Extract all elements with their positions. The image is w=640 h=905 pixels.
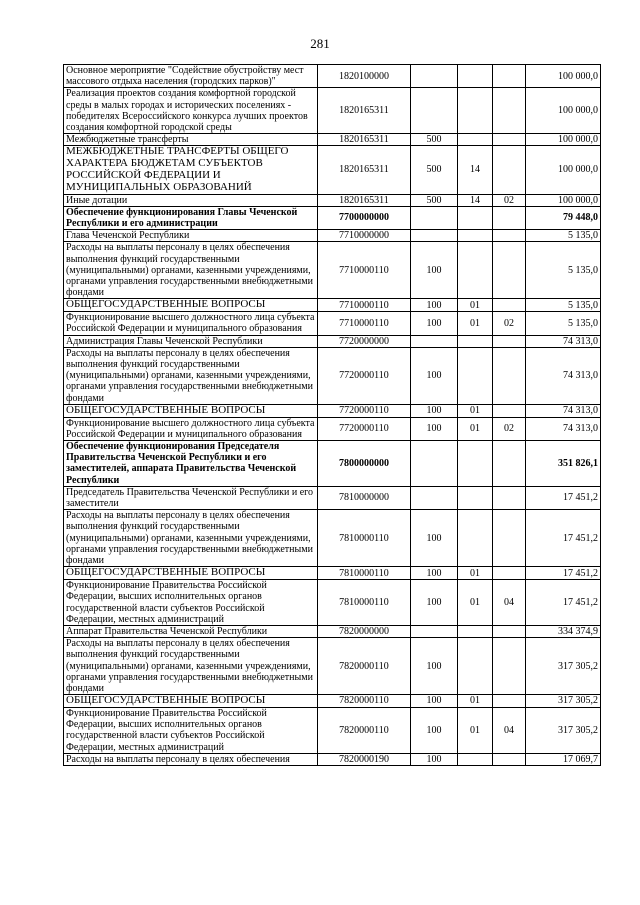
section-cell [458, 335, 493, 347]
amount-cell: 334 374,9 [526, 625, 601, 637]
amount-cell: 17 451,2 [526, 486, 601, 509]
row-name-cell: Функционирование Правительства Российской Федерации, высших исполнительных органов государственной власти субъектов Российской Федерации, местных администраций [64, 707, 318, 753]
amount-cell: 317 305,2 [526, 707, 601, 753]
section-cell [458, 486, 493, 509]
section-cell: 01 [458, 404, 493, 417]
target-article-code-cell: 7710000110 [318, 312, 411, 335]
target-article-code-cell: 7820000110 [318, 638, 411, 695]
row-name-cell: Председатель Правительства Чеченской Республики и его заместители [64, 486, 318, 509]
subsection-cell [493, 753, 526, 765]
row-name-cell: МЕЖБЮДЖЕТНЫЕ ТРАНСФЕРТЫ ОБЩЕГО ХАРАКТЕРА БЮДЖЕТАМ СУБЪЕКТОВ РОССИЙСКОЙ ФЕДЕРАЦИИ И МУНИЦИПАЛЬНЫХ ОБРАЗОВАНИЙ [64, 146, 318, 194]
target-article-code-cell: 7810000110 [318, 580, 411, 626]
amount-cell: 351 826,1 [526, 441, 601, 487]
subsection-cell [493, 230, 526, 242]
subsection-cell [493, 625, 526, 637]
expense-type-cell: 100 [411, 312, 458, 335]
table-row [64, 299, 601, 312]
row-name-cell: ОБЩЕГОСУДАРСТВЕННЫЕ ВОПРОСЫ [64, 695, 318, 708]
amount-cell: 100 000,0 [526, 194, 601, 206]
amount-cell: 17 451,2 [526, 580, 601, 626]
target-article-code-cell: 7820000190 [318, 753, 411, 765]
expense-type-cell [411, 486, 458, 509]
subsection-cell: 04 [493, 580, 526, 626]
table-row [64, 88, 601, 134]
target-article-code-cell: 7810000000 [318, 486, 411, 509]
section-cell [458, 65, 493, 88]
section-cell: 14 [458, 146, 493, 194]
amount-cell: 5 135,0 [526, 242, 601, 299]
section-cell [458, 88, 493, 134]
expense-type-cell: 500 [411, 146, 458, 194]
row-name-cell: Администрация Главы Чеченской Республики [64, 335, 318, 347]
section-cell: 01 [458, 417, 493, 440]
target-article-code-cell: 7710000000 [318, 230, 411, 242]
section-cell: 01 [458, 312, 493, 335]
section-cell [458, 753, 493, 765]
subsection-cell [493, 146, 526, 194]
row-name-cell: Функционирование высшего должностного лица субъекта Российской Федерации и муниципального образования [64, 417, 318, 440]
target-article-code-cell: 7820000110 [318, 707, 411, 753]
target-article-code-cell: 7810000110 [318, 510, 411, 567]
amount-cell: 17 451,2 [526, 567, 601, 580]
subsection-cell [493, 65, 526, 88]
subsection-cell: 02 [493, 417, 526, 440]
section-cell: 01 [458, 695, 493, 708]
section-cell [458, 625, 493, 637]
expense-type-cell [411, 625, 458, 637]
subsection-cell [493, 695, 526, 708]
expense-type-cell: 100 [411, 695, 458, 708]
expense-type-cell: 100 [411, 707, 458, 753]
target-article-code-cell: 1820165311 [318, 88, 411, 134]
table-row [64, 146, 601, 194]
target-article-code-cell: 1820100000 [318, 65, 411, 88]
expense-type-cell: 100 [411, 580, 458, 626]
expense-type-cell: 100 [411, 567, 458, 580]
subsection-cell [493, 88, 526, 134]
table-row [64, 206, 601, 229]
subsection-cell [493, 486, 526, 509]
row-name-cell: Обеспечение функционирования Председателя Правительства Чеченской Республики и его заместителей, аппарата Правительства Чеченской Республики [64, 441, 318, 487]
amount-cell: 100 000,0 [526, 65, 601, 88]
expense-type-cell [411, 335, 458, 347]
expense-type-cell: 100 [411, 404, 458, 417]
section-cell: 01 [458, 580, 493, 626]
row-name-cell: Основное мероприятие "Содействие обустройству мест массового отдыха населения (городских парков)" [64, 65, 318, 88]
expense-type-cell [411, 230, 458, 242]
target-article-code-cell: 7710000110 [318, 299, 411, 312]
table-row [64, 486, 601, 509]
expense-type-cell: 100 [411, 242, 458, 299]
amount-cell: 17 451,2 [526, 510, 601, 567]
table-row [64, 194, 601, 206]
amount-cell: 317 305,2 [526, 695, 601, 708]
expense-type-cell [411, 65, 458, 88]
table-row [64, 417, 601, 440]
section-cell: 01 [458, 567, 493, 580]
subsection-cell: 02 [493, 312, 526, 335]
row-name-cell: Функционирование высшего должностного лица субъекта Российской Федерации и муниципального образования [64, 312, 318, 335]
expense-type-cell: 500 [411, 194, 458, 206]
table-row [64, 242, 601, 299]
table-row [64, 230, 601, 242]
subsection-cell [493, 638, 526, 695]
section-cell [458, 510, 493, 567]
table-row [64, 65, 601, 88]
expense-type-cell: 100 [411, 510, 458, 567]
expense-type-cell: 100 [411, 347, 458, 404]
amount-cell: 74 313,0 [526, 347, 601, 404]
target-article-code-cell: 1820165311 [318, 146, 411, 194]
table-row [64, 441, 601, 487]
budget-table-body [64, 65, 601, 766]
subsection-cell [493, 510, 526, 567]
section-cell: 01 [458, 707, 493, 753]
expense-type-cell [411, 206, 458, 229]
table-row [64, 567, 601, 580]
table-row [64, 510, 601, 567]
expense-type-cell [411, 441, 458, 487]
expense-type-cell: 100 [411, 417, 458, 440]
subsection-cell [493, 242, 526, 299]
expense-type-cell: 100 [411, 299, 458, 312]
table-row [64, 625, 601, 637]
amount-cell: 100 000,0 [526, 88, 601, 134]
row-name-cell: Расходы на выплаты персоналу в целях обеспечения [64, 753, 318, 765]
subsection-cell [493, 347, 526, 404]
table-row [64, 347, 601, 404]
expense-type-cell: 100 [411, 753, 458, 765]
section-cell [458, 347, 493, 404]
section-cell [458, 230, 493, 242]
subsection-cell [493, 335, 526, 347]
amount-cell: 74 313,0 [526, 417, 601, 440]
row-name-cell: Иные дотации [64, 194, 318, 206]
table-row [64, 695, 601, 708]
target-article-code-cell: 7700000000 [318, 206, 411, 229]
row-name-cell: Расходы на выплаты персоналу в целях обеспечения выполнения функций государственными (муниципальными) органами, казенными учреждениями, органами управления государственными внебюджетными фондами [64, 510, 318, 567]
expense-type-cell [411, 88, 458, 134]
row-name-cell: Расходы на выплаты персоналу в целях обеспечения выполнения функций государственными (муниципальными) органами, казенными учреждениями, органами управления государственными внебюджетными фондами [64, 347, 318, 404]
amount-cell: 100 000,0 [526, 134, 601, 146]
target-article-code-cell: 7720000000 [318, 335, 411, 347]
section-cell [458, 206, 493, 229]
amount-cell: 5 135,0 [526, 230, 601, 242]
row-name-cell: ОБЩЕГОСУДАРСТВЕННЫЕ ВОПРОСЫ [64, 567, 318, 580]
expense-type-cell: 500 [411, 134, 458, 146]
section-cell [458, 441, 493, 487]
row-name-cell: Обеспечение функционирования Главы Чеченской Республики и его администрации [64, 206, 318, 229]
row-name-cell: Аппарат Правительства Чеченской Республики [64, 625, 318, 637]
amount-cell: 5 135,0 [526, 299, 601, 312]
section-cell: 01 [458, 299, 493, 312]
amount-cell: 17 069,7 [526, 753, 601, 765]
row-name-cell: ОБЩЕГОСУДАРСТВЕННЫЕ ВОПРОСЫ [64, 299, 318, 312]
section-cell [458, 134, 493, 146]
row-name-cell: Расходы на выплаты персоналу в целях обеспечения выполнения функций государственными (муниципальными) органами, казенными учреждениями, органами управления государственными внебюджетными фондами [64, 242, 318, 299]
row-name-cell: Расходы на выплаты персоналу в целях обеспечения выполнения функций государственными (муниципальными) органами, казенными учреждениями, органами управления государственными внебюджетными фондами [64, 638, 318, 695]
amount-cell: 100 000,0 [526, 146, 601, 194]
subsection-cell: 02 [493, 194, 526, 206]
amount-cell: 74 313,0 [526, 404, 601, 417]
row-name-cell: Межбюджетные трансферты [64, 134, 318, 146]
target-article-code-cell: 7820000000 [318, 625, 411, 637]
section-cell: 14 [458, 194, 493, 206]
subsection-cell [493, 299, 526, 312]
table-row [64, 638, 601, 695]
table-row [64, 134, 601, 146]
row-name-cell: ОБЩЕГОСУДАРСТВЕННЫЕ ВОПРОСЫ [64, 404, 318, 417]
target-article-code-cell: 1820165311 [318, 194, 411, 206]
target-article-code-cell: 1820165311 [318, 134, 411, 146]
table-row [64, 580, 601, 626]
row-name-cell: Реализация проектов создания комфортной городской среды в малых городах и исторических поселениях - победителях Всероссийского конкурса лучших проектов создания комфортной городской среды [64, 88, 318, 134]
budget-table [63, 64, 601, 766]
row-name-cell: Глава Чеченской Республики [64, 230, 318, 242]
target-article-code-cell: 7720000110 [318, 347, 411, 404]
table-row [64, 404, 601, 417]
target-article-code-cell: 7810000110 [318, 567, 411, 580]
target-article-code-cell: 7710000110 [318, 242, 411, 299]
target-article-code-cell: 7820000110 [318, 695, 411, 708]
subsection-cell [493, 441, 526, 487]
amount-cell: 79 448,0 [526, 206, 601, 229]
subsection-cell [493, 134, 526, 146]
subsection-cell [493, 404, 526, 417]
section-cell [458, 638, 493, 695]
target-article-code-cell: 7720000110 [318, 417, 411, 440]
subsection-cell [493, 206, 526, 229]
section-cell [458, 242, 493, 299]
subsection-cell [493, 567, 526, 580]
target-article-code-cell: 7800000000 [318, 441, 411, 487]
target-article-code-cell: 7720000110 [318, 404, 411, 417]
expense-type-cell: 100 [411, 638, 458, 695]
table-row [64, 753, 601, 765]
table-row [64, 312, 601, 335]
amount-cell: 317 305,2 [526, 638, 601, 695]
row-name-cell: Функционирование Правительства Российской Федерации, высших исполнительных органов государственной власти субъектов Российской Федерации, местных администраций [64, 580, 318, 626]
table-row [64, 335, 601, 347]
page-number: 281 [310, 36, 330, 51]
amount-cell: 74 313,0 [526, 335, 601, 347]
subsection-cell: 04 [493, 707, 526, 753]
table-row [64, 707, 601, 753]
amount-cell: 5 135,0 [526, 312, 601, 335]
